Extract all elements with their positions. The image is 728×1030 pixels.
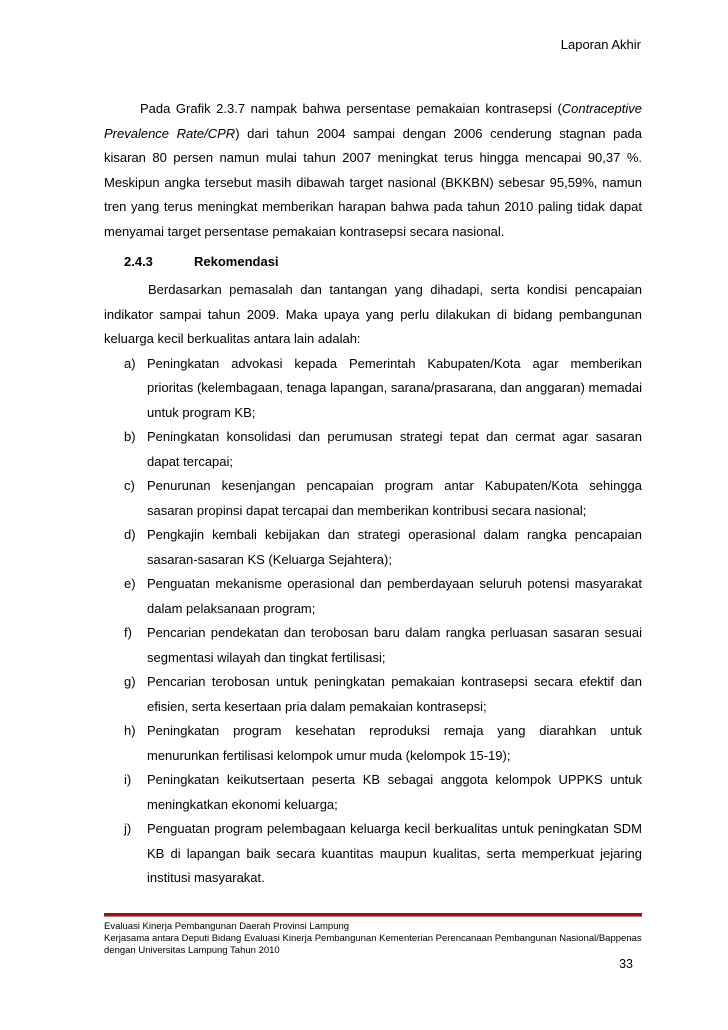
list-marker: e) xyxy=(124,576,136,591)
section-title: Rekomendasi xyxy=(194,254,279,269)
list-item-text: Peningkatan program kesehatan reproduksi remaja yang diarahkan untuk menurunkan fertilisasi kelompok umur muda (kelompok 15-19); xyxy=(147,723,642,763)
list-marker: c) xyxy=(124,478,135,493)
list-item-text: Penguatan mekanisme operasional dan pemberdayaan seluruh potensi masyarakat dalam pelaksanaan program; xyxy=(147,576,642,616)
list-marker: j) xyxy=(124,821,132,836)
list-item-text: Pencarian terobosan untuk peningkatan pemakaian kontrasepsi secara efektif dan efisien, serta kesertaan pria dalam pemakaian kontrasepsi; xyxy=(147,674,642,714)
list-item-text: Peningkatan keikutsertaan peserta KB sebagai anggota kelompok UPPKS untuk meningkatkan ekonomi keluarga; xyxy=(147,772,642,812)
list-item-text: Penurunan kesenjangan pencapaian program antar Kabupaten/Kota sehingga sasaran propinsi dapat tercapai dan memberikan kontribusi secara nasional; xyxy=(147,478,642,518)
intro-italic: Contraceptive Prevalence Rate/CPR xyxy=(104,101,642,141)
recommendation-list xyxy=(104,352,642,891)
section-heading xyxy=(104,252,642,272)
list-item xyxy=(104,670,642,719)
list-item xyxy=(104,621,642,670)
list-item xyxy=(104,572,642,621)
list-item-text: Peningkatan advokasi kepada Pemerintah Kabupaten/Kota agar memberikan prioritas (kelembagaan, tenaga lapangan, sarana/prasarana, dan anggaran) memadai untuk program KB; xyxy=(147,355,642,420)
report-title: Laporan Akhir xyxy=(560,37,641,52)
list-item xyxy=(104,523,642,572)
list-item-text: Peningkatan konsolidasi dan perumusan strategi tepat dan cermat agar sasaran dapat tercapai; xyxy=(147,429,642,469)
list-marker: g) xyxy=(124,674,136,689)
page-number: 33 xyxy=(619,957,633,971)
list-marker: a) xyxy=(124,355,136,371)
footer xyxy=(104,921,642,957)
list-item xyxy=(104,817,642,891)
list-marker: i) xyxy=(124,772,132,787)
list-item-text: Pencarian pendekatan dan terobosan baru dalam rangka perluasan sasaran sesuai segmentasi wilayah dan tingkat fertilisasi; xyxy=(147,625,642,665)
section-number: 2.4.3 xyxy=(124,254,153,269)
list-item-text: Pengkajin kembali kebijakan dan strategi operasional dalam rangka pencapaian sasaran-sasaran KS (Keluarga Sejahtera); xyxy=(147,527,642,567)
list-marker: f) xyxy=(124,625,132,640)
body-paragraph: Berdasarkan pemasalah dan tantangan yang dihadapi, serta kondisi pencapaian indikator sampai tahun 2009. Maka upaya yang perlu dilakukan di bidang pembangunan keluarga kecil berkualitas antara lain adalah: xyxy=(104,282,642,346)
footer-line-2: Kerjasama antara Deputi Bidang Evaluasi Kinerja Pembangunan Kementerian Perencanaan Pembangunan Nasional/Bappenas dengan Universitas Lampung Tahun 2010 xyxy=(104,933,642,956)
list-item xyxy=(104,352,642,426)
list-item xyxy=(104,474,642,523)
page-content xyxy=(104,97,642,891)
list-item xyxy=(104,719,642,768)
list-item-text: Penguatan program pelembagaan keluarga kecil berkualitas untuk peningkatan SDM KB di lapangan baik secara kuantitas maupun kualitas, serta memperkuat jejaring institusi masyarakat. xyxy=(147,821,642,885)
intro-post: ) dari tahun 2004 sampai dengan 2006 cenderung stagnan pada kisaran 80 persen namun mulai tahun 2007 meningkat terus hingga mencapai 90,37 %. Meskipun angka tersebut masih dibawah target nasional (BKKBN) sebesar 95,59%, namun tren yang terus meningkat memberikan harapan bahwa pada tahun 2010 paling tidak dapat menyamai target persentase pemakaian kontrasepsi secara nasional. xyxy=(104,125,643,239)
intro-pre: Pada Grafik 2.3.7 nampak bahwa persentase pemakaian kontrasepsi ( xyxy=(140,101,562,116)
footer-divider-thin xyxy=(104,916,642,917)
intro-paragraph xyxy=(104,97,642,244)
list-item xyxy=(104,768,642,817)
footer-line-1: Evaluasi Kinerja Pembangunan Daerah Provinsi Lampung xyxy=(104,921,350,932)
list-marker: h) xyxy=(124,723,136,738)
list-marker: d) xyxy=(124,527,136,542)
list-marker: b) xyxy=(124,429,136,444)
list-item xyxy=(104,425,642,474)
